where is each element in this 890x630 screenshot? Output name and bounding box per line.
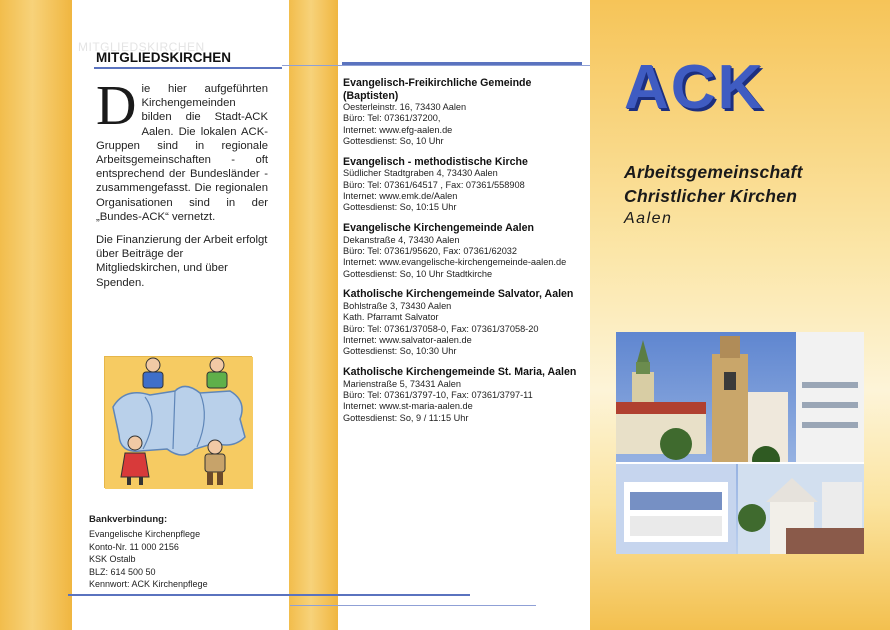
church-entry: [343, 366, 588, 424]
bank-line: Evangelische Kirchenpflege: [89, 529, 201, 540]
collage-svg: [616, 332, 864, 554]
intro-paragraph: ie hier aufgeführten Kirchengemeinden bilden die Stadt-ACK Aalen. Die lokalen ACK-Gruppen sind in regionale Arbeitsgemeinschaften - oft entsprechend der Bundesländer - zusammengefasst. Die regionalen Organisationen sind in der „Bundes-ACK“ vernetzt.: [96, 83, 268, 223]
church-photo-collage: [616, 332, 864, 554]
church-detail: Gottesdienst: So, 10:15 Uhr: [343, 202, 457, 213]
dropcap-letter: D: [96, 75, 137, 137]
bank-line: KSK Ostalb: [89, 554, 136, 565]
church-name: Evangelisch-Freikirchliche Gemeinde (Baptisten): [343, 77, 532, 102]
church-entry: [343, 77, 588, 147]
church-name: Katholische Kirchengemeinde St. Maria, Aalen: [343, 366, 577, 379]
left-yellow-strip: [0, 0, 72, 630]
church-detail: Gottesdienst: So, 10 Uhr: [343, 136, 444, 147]
church-detail: Gottesdienst: So, 10 Uhr Stadtkirche: [343, 268, 493, 279]
cover-city: Aalen: [624, 210, 673, 227]
church-name: Evangelische Kirchengemeinde Aalen: [343, 222, 534, 235]
bank-title: Bankverbindung:: [89, 514, 168, 525]
church-entry: [343, 156, 588, 214]
church-detail: Oesterleinstr. 16, 73430 Aalen: [343, 102, 467, 113]
bank-line: BLZ: 614 500 50: [89, 566, 156, 577]
church-detail: Büro: Tel: 07361/37200,: [343, 113, 441, 124]
financing-paragraph: Die Finanzierung der Arbeit erfolgt über Beiträge der Mitgliedskirchen, und über Spenden.: [96, 234, 268, 289]
puzzle-people-illustration: [104, 356, 252, 488]
church-detail: Internet: www.st-maria-aalen.de: [343, 401, 473, 412]
section-title: MITGLIEDSKIRCHEN: [96, 50, 231, 65]
church-detail: Südlicher Stadtgraben 4, 73430 Aalen: [343, 168, 498, 179]
bottom-rule-left: [68, 594, 470, 596]
intro-text: [96, 75, 268, 290]
bottom-rule-middle: [290, 605, 536, 606]
church-detail: Dekanstraße 4, 73430 Aalen: [343, 234, 460, 245]
bank-line: Kennwort: ACK Kirchenpflege: [89, 579, 208, 590]
church-detail: Büro: Tel: 07361/3797-10, Fax: 07361/3797-11: [343, 389, 533, 400]
church-detail: Kath. Pfarramt Salvator: [343, 312, 439, 323]
middle-top-rule: [342, 62, 582, 65]
church-detail: Marienstraße 5, 73431 Aalen: [343, 378, 461, 389]
church-list: [343, 77, 588, 432]
bank-details: [89, 514, 208, 590]
church-detail: Büro: Tel: 07361/64517 , Fax: 07361/558908: [343, 179, 525, 190]
bank-line: Konto-Nr. 11 000 2156: [89, 541, 179, 552]
church-entry: [343, 288, 588, 357]
church-name: Katholische Kirchengemeinde Salvator, Aalen: [343, 288, 574, 301]
top-connector-rule: [282, 65, 590, 66]
puzzle-illustration-svg: [105, 357, 253, 489]
church-detail: Internet: www.evangelische-kirchengemeinde-aalen.de: [343, 257, 567, 268]
church-detail: Büro: Tel: 07361/37058-0, Fax: 07361/37058-20: [343, 323, 539, 334]
middle-yellow-strip: [289, 0, 338, 630]
church-detail: Bohlstraße 3, 73430 Aalen: [343, 301, 452, 312]
title-rule: [94, 67, 282, 69]
church-detail: Internet: www.salvator-aalen.de: [343, 334, 472, 345]
ack-logo: ACK: [624, 53, 765, 122]
church-detail: Internet: www.emk.de/Aalen: [343, 191, 458, 202]
cover-subtitle-1: Arbeitsgemeinschaft: [624, 162, 803, 182]
church-detail: Gottesdienst: So, 10:30 Uhr: [343, 346, 457, 357]
cover-subtitle-2: Christlicher Kirchen: [624, 186, 798, 206]
ghost-title: MITGLIEDSKIRCHEN: [78, 40, 205, 54]
church-detail: Gottesdienst: So, 9 / 11:15 Uhr: [343, 412, 469, 423]
church-detail: Internet: www.efg-aalen.de: [343, 124, 453, 135]
church-entry: [343, 222, 588, 280]
church-name: Evangelisch - methodistische Kirche: [343, 155, 528, 168]
church-detail: Büro: Tel: 07361/95620, Fax: 07361/62032: [343, 246, 518, 257]
